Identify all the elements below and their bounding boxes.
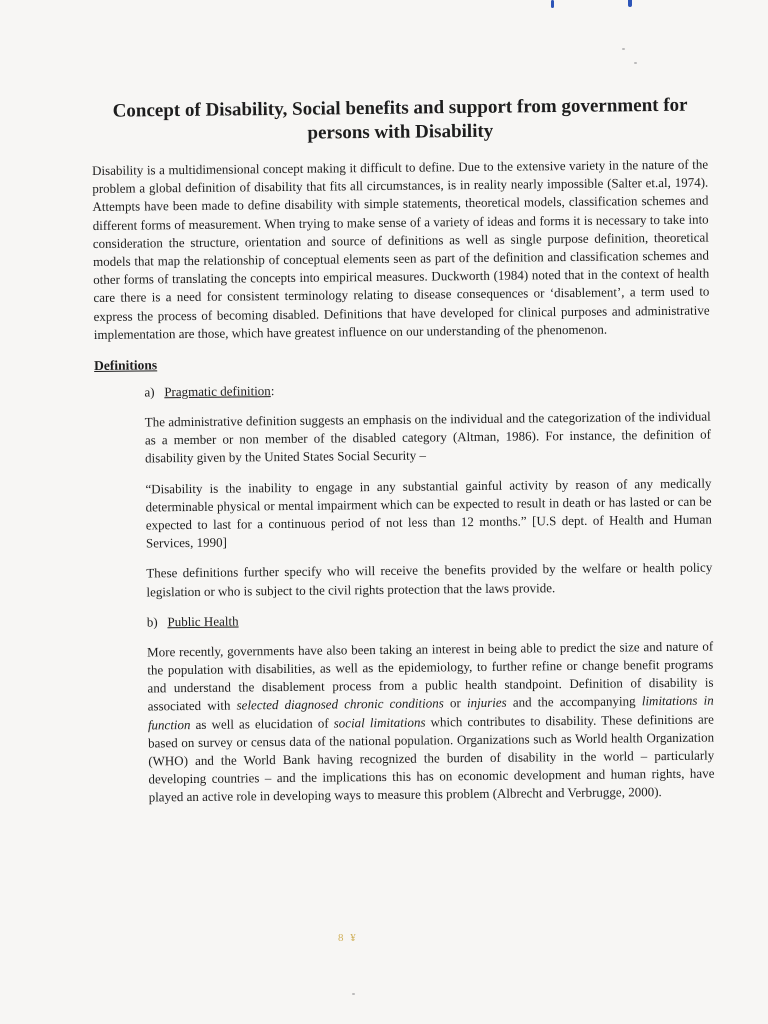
text-segment: More recently, governments have also been taking an interest in being able to predict the size and nature of the population with disabilities, as well as the epidemiology, to further refine or change benefit programs and understand the disablement process from a public health standpoint. Definition of disability is associated with [147,638,714,714]
emphasis-social-limitations: social limitations [333,714,426,731]
intro-paragraph: Disability is a multidimensional concept making it difficult to define. Due to the extensive variety in the nature of the problem a global definition of disability that fits all circumstances, is in reality nearly impossible (Salter et.al, 1974). Attempts have been made to define disability with simple statements, theoretical models, classification schemes and different forms of measurement. When trying to make sense of a variety of ideas and forms it is necessary to take into consideration the structure, orientation and source of definitions as well as single purpose definition, theoretical models that map the relationship of conceptual elements seen as part of the definition and classification schemes and other forms of translating the concepts into empirical measures. Duckworth (1984) noted that in the context of health care there is a need for consistent terminology relating to disease consequences or ‘disablement’, a term used to express the process of becoming disabled. Definitions that have developed for clinical purposes and administrative implementation are those, which have greatest influence on our understanding of the phenomenon. [92,156,710,342]
list-marker: b) [146,614,158,630]
text-segment: which contributes to disability. These definitions are based on survey or census data of the national population. Organizations such as World health Organization (WHO) and the World Bank having recognized the burden of disability in the world – particularly developing countries – and the implications this has on economic development and human rights, have played an active role in developing ways to measure this problem (Albrecht and Verbrugge, 2000). [148,711,715,805]
emphasis-limitations-in-function: limitations in function [147,692,714,733]
public-health-heading-label: Public Health [167,613,239,630]
emphasis-chronic-conditions: selected diagnosed chronic conditions [236,695,444,713]
pragmatic-definition-heading [144,378,710,402]
pragmatic-heading-label: Pragmatic definition [164,383,271,400]
document-body [92,156,715,820]
page-number-stamp: 8 ¥ [338,932,358,944]
benefits-paragraph: These definitions further specify who will receive the benefits provided by the welfare or health policy legislation or who is subject to the civil rights protection that the laws provide. [146,559,713,600]
scan-speck [622,48,625,50]
emphasis-injuries: injuries [466,695,507,711]
heading-colon: : [270,383,275,399]
document-title: Concept of Disability, Social benefits and support from government for persons with Disability [112,94,688,144]
pen-mark [628,0,632,7]
list-marker: a) [144,384,155,400]
scan-speck [352,993,355,995]
scan-speck [634,62,637,64]
public-health-paragraph [147,637,715,807]
pen-mark [551,0,554,8]
pragmatic-paragraph: The administrative definition suggests an emphasis on the individual and the categorization of the individual as a member or non member of the disabled category (Altman, 1986). For instance, the definition of disability given by the United States Social Security – [144,408,711,466]
text-segment: as well as elucidation of [190,715,334,732]
public-health-heading [147,607,713,631]
text-segment: or [443,695,468,711]
text-segment: and the accompanying [506,693,642,711]
social-security-quote: “Disability is the inability to engage in any substantial gainful activity by reason of any medically determinable physical or mental impairment which can be expected to result in death or has lasted or can be expected to last for a continuous period of not less than 12 months.” [U.S dept. of Health and Human Services, 1990] [145,475,712,551]
definitions-heading: Definitions [94,357,158,374]
